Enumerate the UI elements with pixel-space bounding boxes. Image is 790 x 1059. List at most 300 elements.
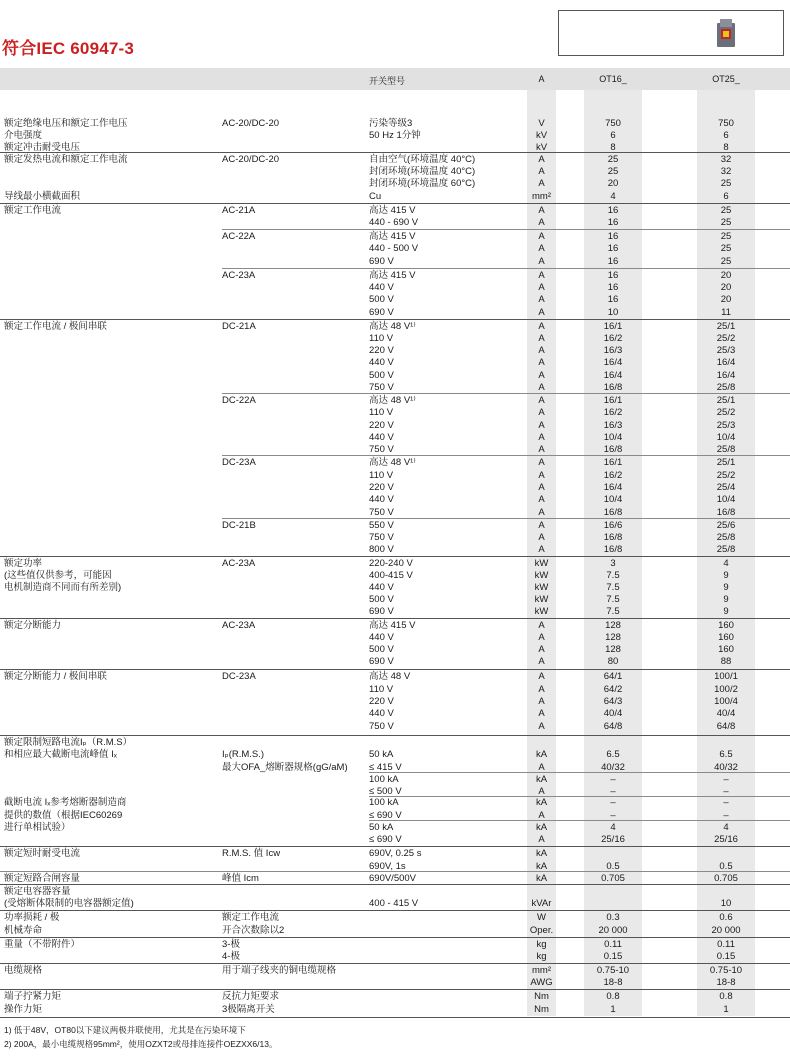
ot25-value: 11 [721, 307, 731, 318]
ot25-value: 6 [723, 130, 729, 141]
unit-label: A [538, 656, 545, 667]
unit-label: A [538, 166, 545, 177]
unit-label: kW [534, 582, 549, 593]
condition-label: 500 V [369, 294, 394, 305]
table-row [0, 558, 790, 570]
unit-label: kA [535, 797, 548, 808]
ot25-value: 32 [720, 166, 732, 177]
ot16-value: 16/1 [603, 395, 623, 406]
product-image-box [558, 10, 784, 56]
row-divider [0, 846, 790, 847]
condition-label: Cu [369, 191, 382, 202]
unit-label: A [538, 520, 545, 531]
unit-label: A [538, 644, 545, 655]
table-header [0, 68, 790, 90]
table-row [0, 1004, 790, 1016]
ot16-value: 64/1 [603, 671, 623, 682]
row-divider [0, 319, 790, 320]
param-label: 功率损耗 / 极 [4, 912, 60, 923]
unit-label: A [538, 382, 545, 393]
category-label: 3-极 [222, 939, 240, 950]
row-divider [0, 203, 790, 204]
table-row [0, 282, 790, 294]
ot16-value: 40/32 [601, 762, 625, 773]
param-label: 额定限制短路电流Iₚ（R.M.S） [4, 737, 133, 748]
condition-label: 440 V [369, 582, 394, 593]
table-row [0, 294, 790, 306]
unit-label: A [538, 457, 545, 468]
table-row [0, 118, 790, 130]
condition-label: 高达 48 V [369, 671, 411, 682]
ot16-value: 128 [605, 620, 621, 631]
table-row [0, 307, 790, 319]
table-row [0, 834, 790, 846]
param-label: 介电强度 [4, 130, 43, 141]
ot25-value: 25/1 [716, 395, 736, 406]
ot16-value: – [610, 810, 616, 821]
ot16-value: 16 [607, 217, 619, 228]
table-row [0, 570, 790, 582]
ot16-value: 16/8 [603, 544, 623, 555]
ot16-value: 750 [605, 118, 621, 129]
unit-label: kg [536, 951, 547, 962]
category-label: DC-21A [222, 321, 256, 332]
param-label: 进行单相试验） [4, 822, 71, 833]
table-row [0, 632, 790, 644]
unit-label: A [538, 696, 545, 707]
category-label: AC-23A [222, 270, 256, 281]
header-unit: A [538, 74, 545, 84]
condition-label: 高达 415 V [369, 620, 416, 631]
ot25-value: 25/8 [716, 544, 736, 555]
ot25-value: 0.15 [716, 951, 736, 962]
unit-label: A [538, 532, 545, 543]
row-divider [0, 937, 790, 938]
condition-label: 高达 415 V [369, 231, 416, 242]
param-label: 重量（不带附件） [4, 939, 81, 950]
table-row [0, 762, 790, 774]
ot25-value: 18-8 [716, 977, 736, 988]
ot16-value: 16/3 [603, 420, 623, 431]
condition-label: 封闭环境(环境温度 40°C) [369, 166, 476, 177]
ot16-value: 25 [607, 166, 619, 177]
unit-label: kA [535, 822, 548, 833]
table-row [0, 382, 790, 394]
unit-label: A [538, 470, 545, 481]
unit-label: A [538, 205, 545, 216]
unit-label: A [538, 444, 545, 455]
ot16-value: 16 [607, 205, 619, 216]
table-row [0, 205, 790, 217]
ot25-value: – [723, 786, 729, 797]
condition-label: ≤ 690 V [369, 810, 402, 821]
unit-label: W [537, 912, 546, 923]
condition-label: ≤ 500 V [369, 786, 402, 797]
ot16-value: 10 [607, 307, 619, 318]
param-label: 操作力矩 [4, 1004, 43, 1015]
ot16-value: 16 [607, 231, 619, 242]
ot16-value: 16 [607, 294, 619, 305]
table-row [0, 721, 790, 733]
condition-label: 50 Hz 1分钟 [369, 130, 421, 141]
unit-label: A [538, 544, 545, 555]
header-ot25: OT25_ [712, 74, 740, 84]
row-divider [0, 669, 790, 670]
param-label: 导线最小横截面积 [4, 191, 81, 202]
switch-product-icon [715, 19, 737, 49]
ot25-value: 25/6 [716, 520, 736, 531]
unit-label: A [538, 721, 545, 732]
condition-label: 500 V [369, 644, 394, 655]
unit-label: A [538, 256, 545, 267]
condition-label: 750 V [369, 721, 394, 732]
table-row [0, 965, 790, 977]
table-row [0, 270, 790, 282]
unit-label: A [538, 620, 545, 631]
condition-label: 690 V [369, 656, 394, 667]
condition-label: 690V/500V [369, 873, 417, 884]
ot16-value: 8 [610, 142, 616, 153]
ot25-value: 25/2 [716, 407, 736, 418]
condition-label: 高达 415 V [369, 205, 416, 216]
unit-label: kg [536, 939, 547, 950]
unit-label: A [538, 482, 545, 493]
unit-label: kW [534, 606, 549, 617]
ot16-value: 64/2 [603, 684, 623, 695]
ot25-value: 25/16 [714, 834, 738, 845]
ot25-value: 10/4 [716, 432, 736, 443]
unit-label: A [538, 432, 545, 443]
ot25-value: 25/3 [716, 420, 736, 431]
ot25-value: 20 [720, 294, 732, 305]
ot25-value: 0.705 [714, 873, 738, 884]
ot25-value: 20 [720, 270, 732, 281]
footnote-2: 2) 200A，最小电缆规格95mm²，使用OZXT2或母排连接件OEZXX6/13。 [4, 1039, 278, 1049]
unit-label: kVAr [531, 898, 552, 909]
table-row [0, 142, 790, 154]
ot25-value: 16/4 [716, 370, 736, 381]
condition-label: 50 kA [369, 749, 394, 760]
table-row [0, 470, 790, 482]
ot16-value: 18-8 [603, 977, 623, 988]
condition-label: 500 V [369, 370, 394, 381]
condition-label: 自由空气(环境温度 40°C) [369, 154, 476, 165]
ot25-value: 25 [720, 205, 732, 216]
table-row [0, 345, 790, 357]
condition-label: ≤ 415 V [369, 762, 402, 773]
ot16-value: 16/4 [603, 357, 623, 368]
ot25-value: 8 [723, 142, 729, 153]
unit-label: kV [535, 142, 548, 153]
param-label: 截断电流 Iₓ参考熔断器制造商 [4, 797, 127, 808]
unit-label: A [538, 282, 545, 293]
param-label: 额定工作电流 / 极间串联 [4, 321, 107, 332]
unit-label: V [538, 118, 545, 129]
ot25-value: 25/2 [716, 333, 736, 344]
ot25-value: 9 [723, 582, 729, 593]
condition-label: 220 V [369, 696, 394, 707]
param-label: 电机制造商不同而有所差别) [4, 582, 122, 593]
ot16-value: 20 [607, 178, 619, 189]
category-label: 开合次数除以2 [222, 925, 285, 936]
unit-label: A [538, 270, 545, 281]
table-row [0, 243, 790, 255]
condition-label: 690V, 0.25 s [369, 848, 422, 859]
ot25-value: 32 [720, 154, 732, 165]
table-row [0, 939, 790, 951]
condition-label: 800 V [369, 544, 394, 555]
ot16-value: 3 [610, 558, 616, 569]
unit-label: A [538, 321, 545, 332]
condition-label: 220 V [369, 345, 394, 356]
table-row [0, 130, 790, 142]
ot25-value: 160 [718, 632, 734, 643]
ot16-value: 7.5 [606, 606, 620, 617]
ot25-value: 25 [720, 231, 732, 242]
ot25-value: 100/2 [714, 684, 738, 695]
ot16-value: 64/8 [603, 721, 623, 732]
unit-label: kW [534, 558, 549, 569]
ot25-value: – [723, 810, 729, 821]
ot16-value: 16/2 [603, 470, 623, 481]
table-row [0, 407, 790, 419]
param-label: 额定电容器容量 [4, 886, 71, 897]
unit-label: A [538, 345, 545, 356]
ot25-value: – [723, 774, 729, 785]
row-divider [222, 229, 790, 230]
category-label: DC-21B [222, 520, 256, 531]
ot16-value: 16/1 [603, 321, 623, 332]
ot25-value: 25/2 [716, 470, 736, 481]
unit-label: mm² [532, 191, 551, 202]
condition-label: 110 V [369, 333, 394, 344]
ot16-value: 16 [607, 243, 619, 254]
condition-label: 440 - 500 V [369, 243, 419, 254]
table-row [0, 457, 790, 469]
table-row [0, 594, 790, 606]
table-row [0, 178, 790, 190]
row-divider [0, 618, 790, 619]
param-label: 端子拧紧力矩 [4, 991, 62, 1002]
condition-label: 封闭环境(环境温度 60°C) [369, 178, 476, 189]
table-row [0, 333, 790, 345]
ot16-value: 80 [607, 656, 619, 667]
unit-label: Oper. [529, 925, 554, 936]
table-row [0, 991, 790, 1003]
unit-label: kA [535, 861, 548, 872]
ot25-value: 9 [723, 606, 729, 617]
unit-label: AWG [530, 977, 553, 988]
table-row [0, 774, 790, 786]
table-row [0, 977, 790, 989]
table-row [0, 395, 790, 407]
unit-label: A [538, 333, 545, 344]
param-label: 额定短路合闸容量 [4, 873, 81, 884]
ot16-value: 7.5 [606, 570, 620, 581]
unit-label: A [538, 786, 545, 797]
ot25-value: 25 [720, 256, 732, 267]
ot25-value: 25/1 [716, 457, 736, 468]
unit-label: A [538, 684, 545, 695]
ot16-value: 0.8 [606, 991, 620, 1002]
unit-label: A [538, 507, 545, 518]
category-label: R.M.S. 值 Icw [222, 848, 281, 859]
unit-label: kV [535, 130, 548, 141]
table-row [0, 873, 790, 885]
param-label: 额定绝缘电压和额定工作电压 [4, 118, 128, 129]
unit-label: A [538, 810, 545, 821]
unit-label: A [538, 834, 545, 845]
table-row [0, 848, 790, 860]
ot25-value: 25/8 [716, 382, 736, 393]
condition-label: 220-240 V [369, 558, 413, 569]
unit-label: A [538, 395, 545, 406]
ot16-value: 10/4 [603, 432, 623, 443]
ot25-value: 0.5 [719, 861, 733, 872]
table-row [0, 912, 790, 924]
param-label: (受熔断体限制的电容器额定值) [4, 898, 134, 909]
table-row [0, 620, 790, 632]
condition-label: 690 V [369, 256, 394, 267]
condition-label: 110 V [369, 684, 394, 695]
table-row [0, 606, 790, 618]
row-divider [0, 910, 790, 911]
condition-label: 440 V [369, 708, 394, 719]
ot16-value: 64/3 [603, 696, 623, 707]
ot25-value: 16/4 [716, 357, 736, 368]
unit-label: A [538, 307, 545, 318]
category-label: AC-22A [222, 231, 256, 242]
param-label: 额定冲击耐受电压 [4, 142, 81, 153]
table-row [0, 749, 790, 761]
ot16-value: 6 [610, 130, 616, 141]
ot16-value: 128 [605, 632, 621, 643]
ot25-value: 160 [718, 620, 734, 631]
ot16-value: 16/8 [603, 532, 623, 543]
ot16-value: 40/4 [603, 708, 623, 719]
ot16-value: 4 [610, 191, 616, 202]
ot25-value: 10/4 [716, 494, 736, 505]
ot25-value: 0.8 [719, 991, 733, 1002]
ot16-value: 128 [605, 644, 621, 655]
ot16-value: 0.15 [603, 951, 623, 962]
condition-label: 100 kA [369, 774, 399, 785]
category-label: 最大OFA_熔断器规格(gG/aM) [222, 762, 348, 773]
param-label: 提供的数值（根据IEC60269 [4, 810, 123, 821]
table-row [0, 231, 790, 243]
condition-label: 750 V [369, 444, 394, 455]
ot25-value: 16/8 [716, 507, 736, 518]
ot16-value: 16 [607, 282, 619, 293]
page-title: 符合IEC 60947-3 [2, 39, 135, 58]
table-row [0, 951, 790, 963]
category-label: AC-21A [222, 205, 256, 216]
table-row [0, 797, 790, 809]
condition-label: 550 V [369, 520, 394, 531]
condition-label: 50 kA [369, 822, 394, 833]
table-row [0, 357, 790, 369]
ot25-value: 40/4 [716, 708, 736, 719]
row-divider [0, 1017, 790, 1018]
condition-label: 100 kA [369, 797, 399, 808]
unit-label: A [538, 231, 545, 242]
ot16-value: 20 000 [598, 925, 628, 936]
category-label: 4-极 [222, 951, 240, 962]
row-divider [0, 989, 790, 990]
ot25-value: 64/8 [716, 721, 736, 732]
unit-label: A [538, 154, 545, 165]
category-label: DC-22A [222, 395, 256, 406]
unit-label: A [538, 671, 545, 682]
table-row [0, 822, 790, 834]
condition-label: 110 V [369, 407, 394, 418]
condition-label: 440 V [369, 432, 394, 443]
unit-label: kA [535, 873, 548, 884]
unit-label: A [538, 217, 545, 228]
ot25-value: 0.11 [717, 939, 735, 950]
table-row [0, 444, 790, 456]
table-row [0, 671, 790, 683]
ot16-value: 0.705 [601, 873, 625, 884]
unit-label: A [538, 243, 545, 254]
unit-label: A [538, 494, 545, 505]
row-divider [0, 963, 790, 964]
param-label: 额定分断能力 / 极间串联 [4, 671, 107, 682]
ot16-value: 16/8 [603, 444, 623, 455]
unit-label: A [538, 632, 545, 643]
table-row [0, 696, 790, 708]
condition-label: 750 V [369, 382, 394, 393]
ot16-value: 6.5 [606, 749, 620, 760]
table-row [0, 321, 790, 333]
category-label: 峰值 Icm [222, 873, 259, 884]
ot25-value: 4 [723, 558, 729, 569]
category-label: 反抗力矩要求 [222, 991, 280, 1002]
ot25-value: 100/1 [714, 671, 738, 682]
ot16-value: 0.3 [606, 912, 620, 923]
unit-label: Nm [534, 991, 549, 1002]
row-divider [222, 268, 790, 269]
condition-label: 750 V [369, 532, 394, 543]
ot16-value: 16/8 [603, 382, 623, 393]
ot25-value: 9 [723, 594, 729, 605]
table-row [0, 154, 790, 166]
ot25-value: 6 [723, 191, 729, 202]
ot25-value: 100/4 [714, 696, 738, 707]
ot16-value: 16/3 [603, 345, 623, 356]
ot25-value: 160 [718, 644, 734, 655]
table-row [0, 166, 790, 178]
condition-label: ≤ 690 V [369, 834, 402, 845]
ot16-value: 16/4 [603, 370, 623, 381]
ot16-value: 16/8 [603, 507, 623, 518]
ot25-value: 25/1 [716, 321, 736, 332]
footnotes [4, 1023, 277, 1051]
category-label: DC-23A [222, 457, 256, 468]
ot25-value: 1 [723, 1004, 729, 1015]
ot16-value: 16 [607, 270, 619, 281]
category-label: AC-20/DC-20 [222, 118, 280, 129]
ot16-value: 0.5 [606, 861, 620, 872]
ot16-value: 1 [610, 1004, 616, 1015]
param-label: 额定发热电流和额定工作电流 [4, 154, 128, 165]
condition-label: 440 V [369, 494, 394, 505]
condition-label: 750 V [369, 507, 394, 518]
table-row [0, 432, 790, 444]
condition-label: 440 V [369, 357, 394, 368]
condition-label: 220 V [369, 482, 394, 493]
param-label: 额定分断能力 [4, 620, 62, 631]
